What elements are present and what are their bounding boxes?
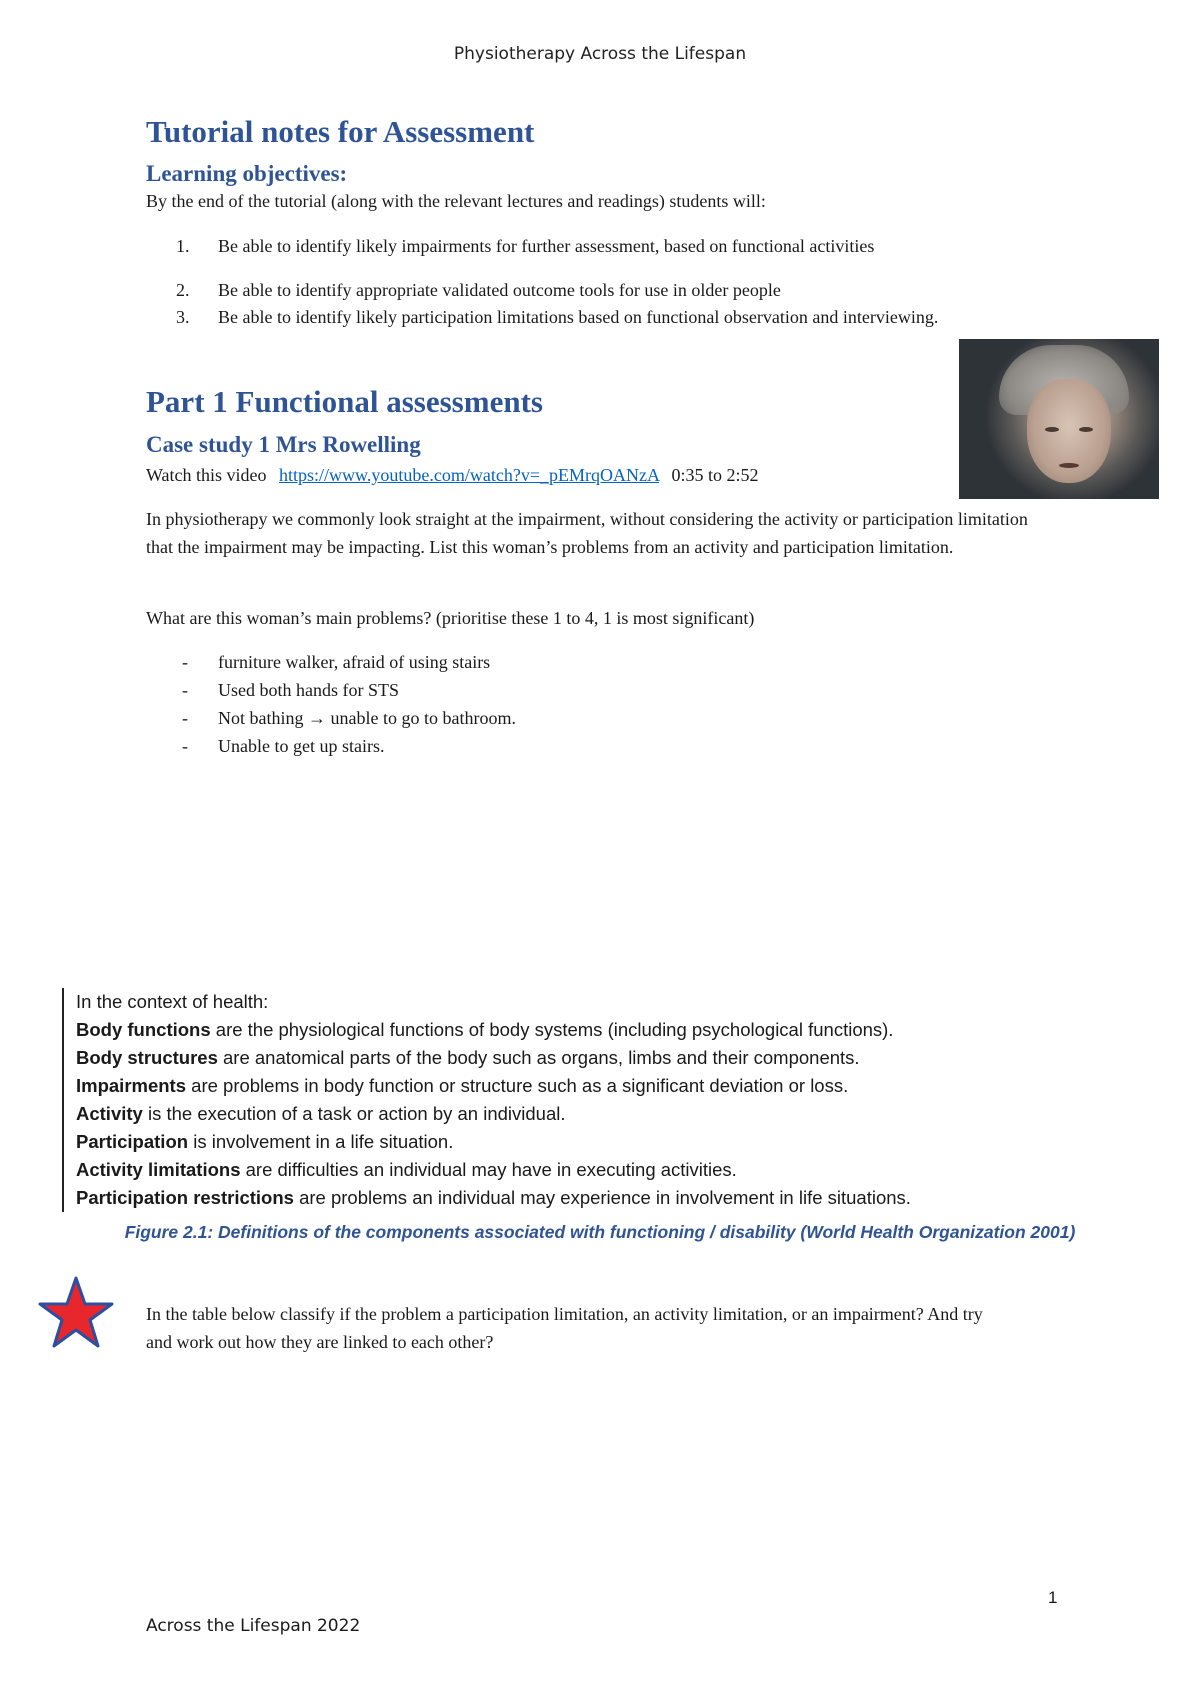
definition-row [76, 1184, 1126, 1212]
part1-heading: Part 1 Functional assessments [146, 384, 543, 419]
definition-term: Activity limitations [76, 1159, 241, 1180]
watch-line [146, 461, 946, 489]
definition-text: are the physiological functions of body systems (including psychological functions). [210, 1019, 894, 1040]
objective-number: 1. [176, 236, 190, 256]
footer-text: Across the Lifespan 2022 [146, 1616, 361, 1636]
definition-term: Participation restrictions [76, 1187, 294, 1208]
objective-number: 3. [176, 307, 190, 327]
watch-prefix: Watch this video [146, 465, 267, 485]
definition-row [76, 1044, 1126, 1072]
definition-term: Impairments [76, 1075, 187, 1096]
case-study-heading: Case study 1 Mrs Rowelling [146, 432, 421, 457]
photo-eye [1079, 427, 1093, 432]
definition-row [76, 1016, 1126, 1044]
definition-text: are difficulties an individual may have in executing activities. [240, 1159, 737, 1180]
definition-term: Body structures [76, 1047, 218, 1068]
figure-caption: Figure 2.1: Definitions of the components associated with functioning / disability (World Health Organization 2001) [124, 1222, 1076, 1242]
objective-item [176, 276, 1046, 304]
dash-bullet: - [182, 680, 188, 700]
dash-bullet: - [182, 736, 188, 756]
case-study-photo [959, 339, 1159, 499]
objectives-intro: By the end of the tutorial (along with the relevant lectures and readings) students will: [146, 191, 766, 211]
definition-row [76, 1100, 1126, 1128]
definition-row [76, 1072, 1126, 1100]
objective-text: Be able to identify likely participation limitations based on functional observation and interviewing. [218, 307, 939, 327]
dash-bullet: - [182, 708, 188, 728]
objectives-heading: Learning objectives: [146, 161, 348, 186]
intro-paragraph: In physiotherapy we commonly look straight at the impairment, without considering the activity or participation limitation that the impairment may be impacting. List this woman’s problems from an activity and participation limitation. [146, 509, 1028, 557]
running-header: Physiotherapy Across the Lifespan [453, 44, 747, 64]
objective-text: Be able to identify likely impairments for further assessment, based on functional activities [218, 236, 875, 256]
definition-term: Body functions [76, 1019, 211, 1040]
star-icon [38, 1276, 114, 1348]
page-title: Tutorial notes for Assessment [146, 114, 535, 149]
definition-text: are problems in body function or structure such as a significant deviation or loss. [186, 1075, 849, 1096]
definition-term: Activity [76, 1103, 143, 1124]
definition-term: Participation [76, 1131, 189, 1152]
answer-item [182, 732, 384, 760]
photo-mouth [1059, 463, 1079, 468]
definitions-box [62, 988, 1126, 1212]
objective-number: 2. [176, 280, 190, 300]
definition-text: is involvement in a life situation. [188, 1131, 454, 1152]
answer-item [182, 704, 516, 732]
photo-eye [1045, 427, 1059, 432]
task-instructions: In the table below classify if the problem a participation limitation, an activity limitation, or an impairment? And try and work out how they are linked to each other? [146, 1304, 983, 1352]
answer-text: Used both hands for STS [218, 680, 399, 700]
definitions-intro: In the context of health: [76, 991, 269, 1012]
problems-question: What are this woman’s main problems? (prioritise these 1 to 4, 1 is most significant) [146, 608, 755, 628]
watch-time-range: 0:35 to 2:52 [671, 465, 759, 485]
objective-text: Be able to identify appropriate validated outcome tools for use in older people [218, 280, 781, 300]
answer-item [182, 648, 490, 676]
answer-text: Unable to get up stairs. [218, 736, 385, 756]
definition-text: are problems an individual may experience in involvement in life situations. [293, 1187, 911, 1208]
definition-text: is the execution of a task or action by an individual. [142, 1103, 566, 1124]
objective-item [176, 303, 1016, 331]
objective-item [176, 232, 1046, 260]
definition-text: are anatomical parts of the body such as organs, limbs and their components. [217, 1047, 860, 1068]
dash-bullet: - [182, 652, 188, 672]
page-number: 1 [1048, 1588, 1058, 1607]
photo-face [1027, 379, 1111, 483]
video-link[interactable]: https://www.youtube.com/watch?v=_pEMrqOANzA [279, 465, 659, 485]
definition-row [76, 1128, 1126, 1156]
answer-text: Not bathing → unable to go to bathroom. [218, 708, 516, 728]
definition-row [76, 1156, 1126, 1184]
answer-item [182, 676, 399, 704]
answer-text: furniture walker, afraid of using stairs [218, 652, 491, 672]
